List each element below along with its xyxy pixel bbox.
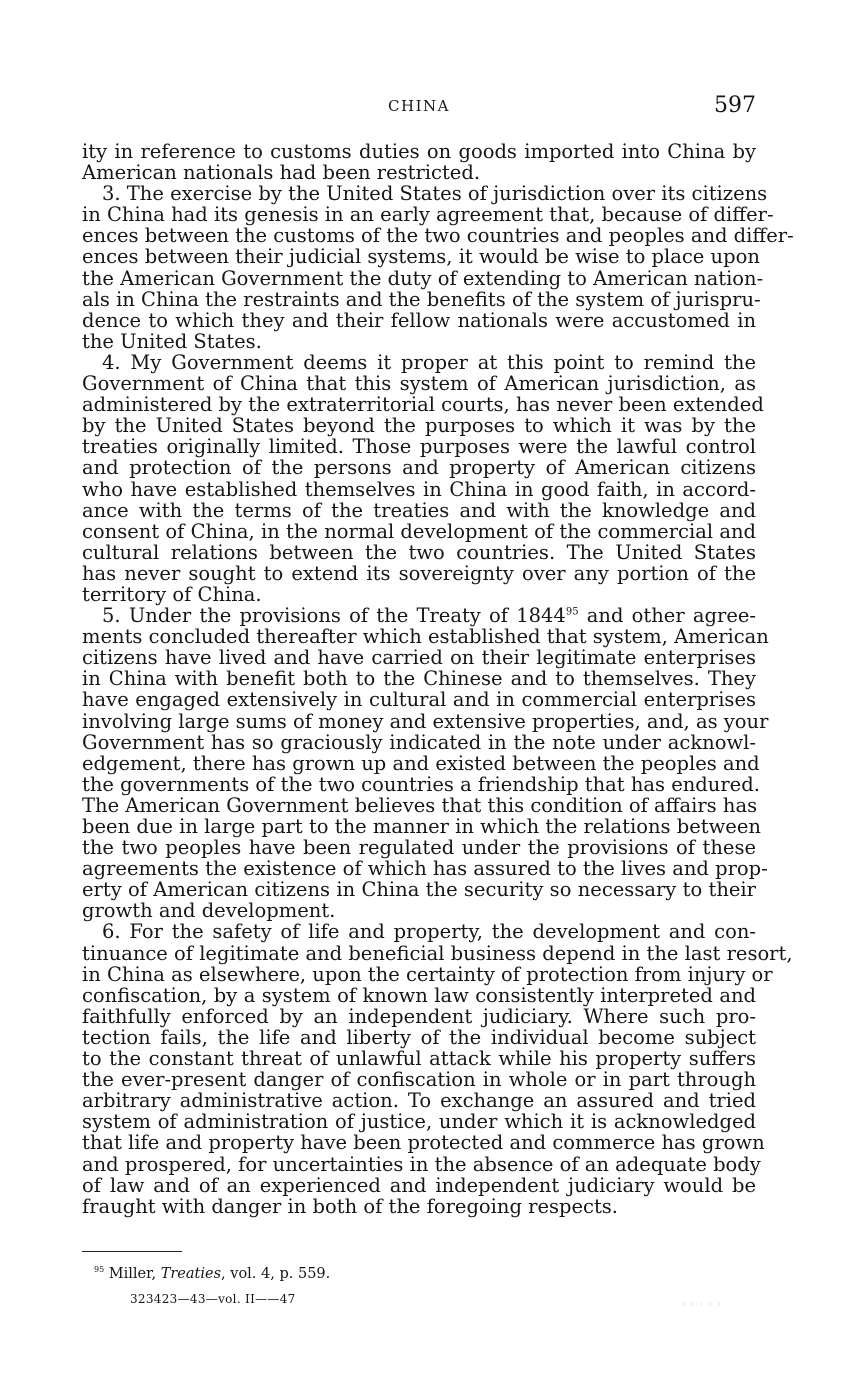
text-line: ance with the terms of the treaties and with the knowledge and <box>82 498 756 522</box>
line-text-before-note: 5. Under the provisions of the Treaty of 1844 <box>102 604 566 628</box>
paragraph-start-line: 3. The exercise by the United States of jurisdiction over its citizens <box>102 182 768 206</box>
text-line: system of administration of justice, under which it is acknowledged <box>82 1110 756 1134</box>
footnote-work-title: Treaties <box>160 1266 222 1282</box>
text-line: ity in reference to customs duties on goods imported into China by <box>82 140 756 163</box>
text-line: to the constant threat of unlawful attack while his property suffers <box>82 1047 756 1071</box>
text-line: that life and property have been protected and commerce has grown <box>82 1131 765 1155</box>
text-line: erty of American citizens in China the security so necessary to their <box>82 878 756 902</box>
text-line: territory of China. <box>82 582 262 606</box>
text-line: arbitrary administrative action. To exchange an assured and tried <box>82 1089 756 1113</box>
text-line: been due in large part to the manner in which the relations between <box>82 815 761 838</box>
text-line: ences between their judicial systems, it would be wise to place upon <box>82 245 760 269</box>
text-line: have engaged extensively in cultural and in commercial enterprises <box>82 688 756 712</box>
text-line: in China had its genesis in an early agreement that, because of differ- <box>82 203 774 227</box>
text-line: treaties originally limited. Those purposes were the lawful control <box>82 435 756 459</box>
text-line: administered by the extraterritorial courts, has never been extended <box>82 393 764 417</box>
text-line: als in China the restraints and the benefits of the system of jurispru- <box>82 287 761 311</box>
page-number: 597 <box>714 93 756 118</box>
footnote-divider <box>82 1251 182 1252</box>
text-line: the governments of the two countries a friendship that has endured. <box>82 772 760 796</box>
text-line: in China as elsewhere, upon the certainty of protection from injury or <box>82 962 773 986</box>
footnote-reference[interactable]: 95 <box>565 606 579 618</box>
text-line: the ever-present danger of confiscation in whole or in part through <box>82 1068 756 1092</box>
text-line: the American Government the duty of extending to American nation- <box>82 266 764 290</box>
footnote-author: Miller, <box>104 1266 161 1282</box>
text-line: Government of China that this system of American jurisdiction, as <box>82 372 756 396</box>
running-head <box>82 93 756 123</box>
text-line: growth and development. <box>82 899 336 923</box>
text-line: tinuance of legitimate and beneficial business depend in the last resort, <box>82 941 793 965</box>
text-line: edgement, there has grown up and existed between the peoples and <box>82 751 760 775</box>
text-line: Government has so graciously indicated in the note under acknowl- <box>82 730 756 754</box>
text-line: American nationals had been restricted. <box>82 161 481 185</box>
text-line: ments concluded thereafter which established that system, American <box>82 625 769 649</box>
line-text-after-note: and other agree- <box>578 604 756 628</box>
paragraph-start-line <box>82 605 756 626</box>
text-line: involving large sums of money and extensive properties, and, as your <box>82 709 769 733</box>
text-line: by the United States beyond the purposes to which it was by the <box>82 414 756 438</box>
text-line: the two peoples have been regulated under the provisions of these <box>82 836 756 860</box>
text-line: in China with benefit both to the Chinese and to themselves. They <box>82 667 756 691</box>
printing-code: 323423—43—vol. II——47 <box>130 1292 296 1306</box>
text-line: faithfully enforced by an independent judiciary. Where such pro- <box>82 1004 756 1028</box>
scan-speck: · · · · · <box>682 1300 723 1309</box>
paragraph-start-line: 6. For the safety of life and property, the development and con- <box>102 920 756 944</box>
text-line: has never sought to extend its sovereignty over any portion of the <box>82 561 756 585</box>
text-line: tection fails, the life and liberty of the individual become subject <box>82 1025 756 1049</box>
text-line: dence to which they and their fellow nationals were accustomed in <box>82 308 756 332</box>
footnote-citation: , vol. 4, p. 559. <box>221 1266 331 1282</box>
text-line: of law and of an experienced and independent judiciary would be <box>82 1173 756 1197</box>
text-line: fraught with danger in both of the foregoing respects. <box>82 1194 619 1218</box>
text-line: the United States. <box>82 329 262 353</box>
footnote <box>94 1266 330 1282</box>
text-line: who have established themselves in China in good faith, in accord- <box>82 477 756 501</box>
text-line: The American Government believes that this condition of affairs has <box>82 793 758 817</box>
text-line: and protection of the persons and property of American citizens <box>82 456 756 480</box>
text-line: agreements the existence of which has assured to the lives and prop- <box>82 857 768 881</box>
body-text <box>82 140 794 1218</box>
running-title: CHINA <box>388 97 450 115</box>
text-line: confiscation, by a system of known law consistently interpreted and <box>82 983 756 1007</box>
text-line: citizens have lived and have carried on their legitimate enterprises <box>82 646 756 670</box>
footnote-marker: 95 <box>94 1265 105 1274</box>
text-line: cultural relations between the two countries. The United States <box>82 540 756 564</box>
text-line: consent of China, in the normal development of the commercial and <box>82 519 756 543</box>
text-line: and prospered, for uncertainties in the absence of an adequate body <box>82 1152 761 1176</box>
text-line: ences between the customs of the two countries and peoples and differ- <box>82 224 794 248</box>
paragraph-start-line: 4. My Government deems it proper at this point to remind the <box>102 350 756 374</box>
